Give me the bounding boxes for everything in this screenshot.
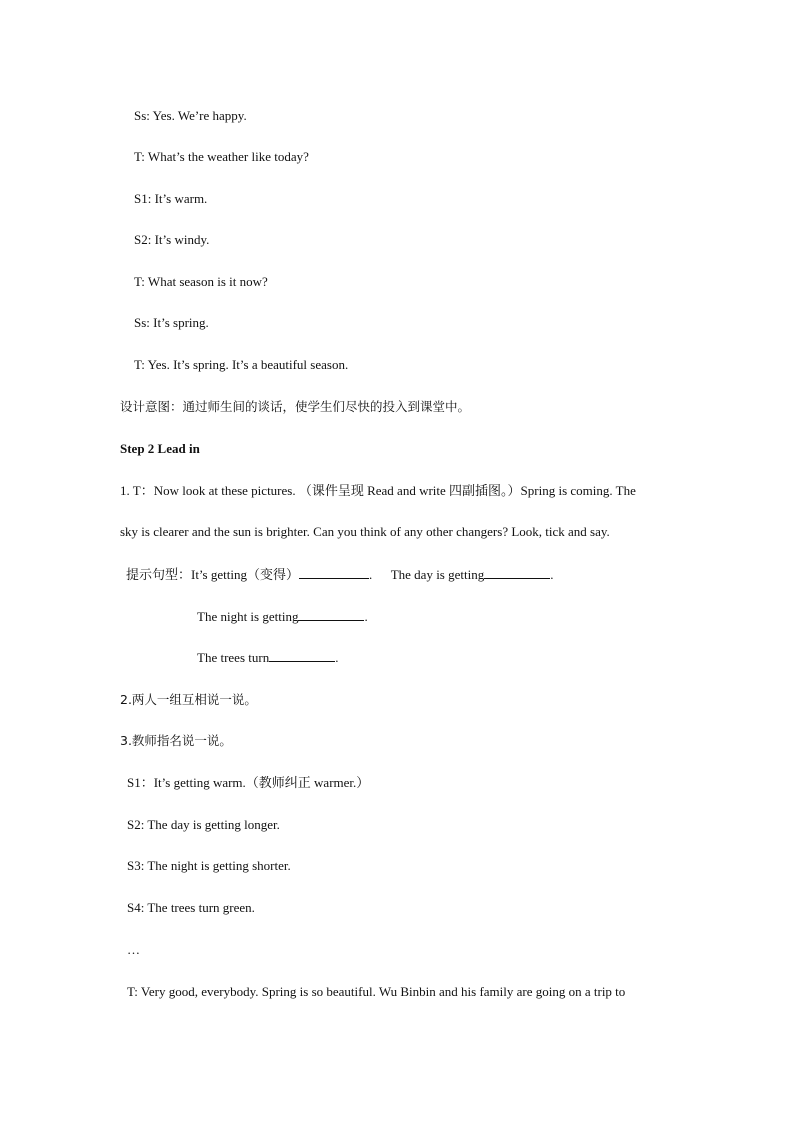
- list-item: 2.两人一组互相说一说。: [120, 692, 257, 707]
- dialogue-line: S1: It’s warm.: [134, 191, 208, 206]
- fill-blank: [298, 608, 364, 621]
- dialogue-line: T: What season is it now?: [134, 274, 268, 289]
- dialogue-line: Ss: Yes. We’re happy.: [134, 108, 247, 123]
- dialogue-line: T: Very good, everybody. Spring is so beautiful. Wu Binbin and his family are going on a trip to: [127, 984, 626, 999]
- paragraph-line: 1. T：Now look at these pictures. （课件呈现 Read and write 四副插图。）Spring is coming. The: [120, 483, 636, 498]
- fill-blank: [269, 649, 335, 662]
- prompt-trees: The trees turn: [197, 650, 270, 665]
- list-item: 3.教师指名说一说。: [120, 733, 232, 748]
- design-intent: 设计意图：通过师生间的谈话，使学生们尽快的投入到课堂中。: [120, 399, 471, 414]
- prompt-label: 提示句型：It’s getting（变得）: [126, 567, 299, 582]
- ellipsis: …: [127, 942, 140, 957]
- section-heading: Step 2 Lead in: [120, 441, 200, 456]
- dialogue-line: S1：It’s getting warm.（教师纠正 warmer.）: [127, 775, 370, 790]
- punctuation: .: [550, 567, 554, 582]
- prompt-night: The night is getting: [197, 609, 299, 624]
- punctuation: .: [335, 650, 339, 665]
- paragraph-line: sky is clearer and the sun is brighter. Can you think of any other changers? Look, tick and say.: [120, 524, 610, 539]
- fill-blank: [299, 566, 369, 579]
- dialogue-line: S2: The day is getting longer.: [127, 817, 280, 832]
- sentence-pattern-prompt: [197, 649, 338, 666]
- prompt-day: The day is getting: [390, 567, 485, 582]
- dialogue-line: S3: The night is getting shorter.: [127, 858, 291, 873]
- dialogue-line: Ss: It’s spring.: [134, 315, 209, 330]
- punctuation: .: [368, 567, 373, 582]
- dialogue-line: S4: The trees turn green.: [127, 900, 255, 915]
- sentence-pattern-prompt: [126, 566, 553, 583]
- dialogue-line: T: What’s the weather like today?: [134, 149, 309, 164]
- dialogue-line: T: Yes. It’s spring. It’s a beautiful season.: [134, 357, 349, 372]
- sentence-pattern-prompt: [197, 608, 368, 625]
- punctuation: .: [364, 609, 368, 624]
- fill-blank: [484, 566, 550, 579]
- dialogue-line: S2: It’s windy.: [134, 232, 210, 247]
